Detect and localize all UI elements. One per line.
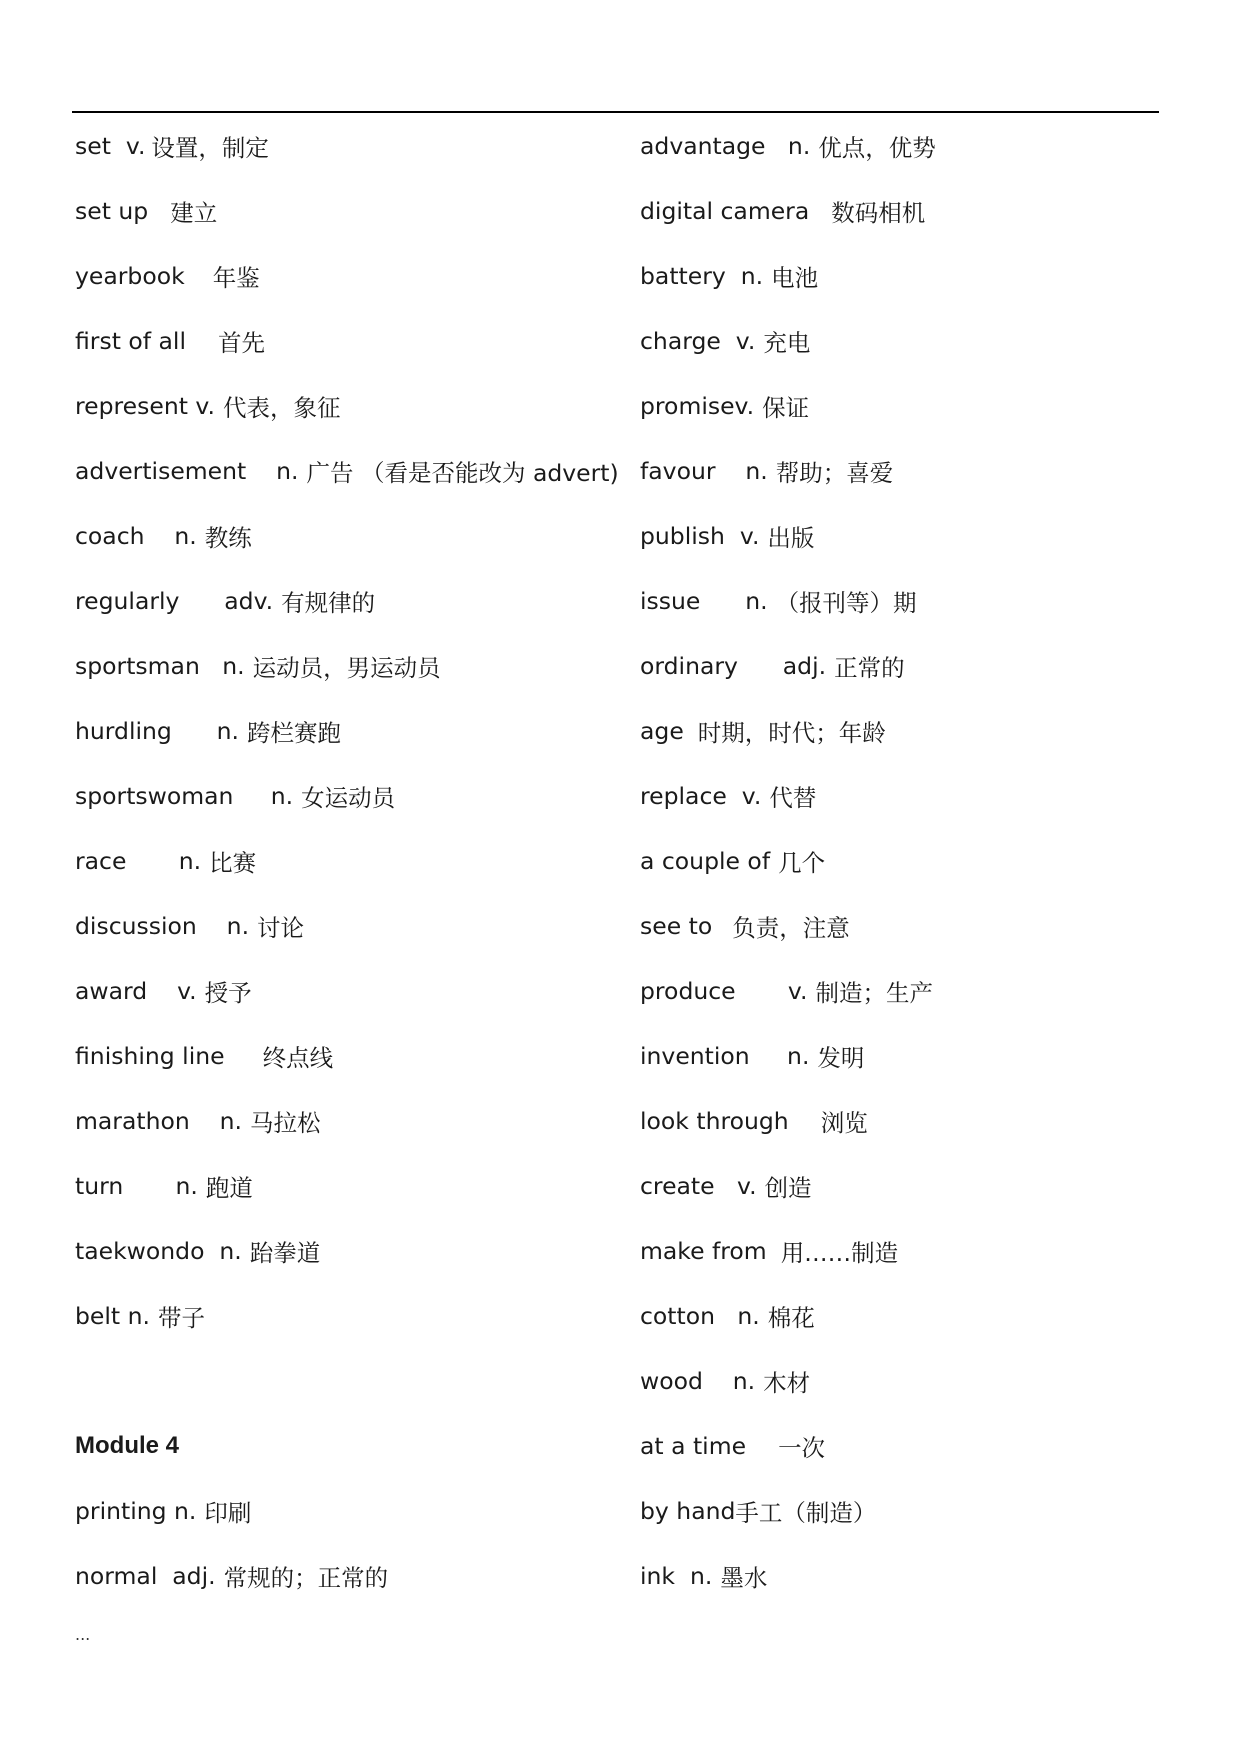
vocab-term: turn n. xyxy=(75,1171,198,1200)
vocab-definition: 负责，注意 xyxy=(732,913,850,942)
vocab-definition: 跆拳道 xyxy=(249,1238,321,1267)
vocab-entry xyxy=(75,568,615,633)
vocab-definition: 女运动员 xyxy=(301,783,396,812)
module-heading: Module 4 xyxy=(75,1431,180,1459)
vocab-entry xyxy=(75,633,615,698)
vocab-entry xyxy=(640,633,1200,698)
vocab-definition: 首先 xyxy=(217,328,265,357)
vocab-definition: 马拉松 xyxy=(249,1108,321,1137)
vocab-term: coach n. xyxy=(75,521,197,550)
vocab-term: finishing line xyxy=(75,1041,225,1070)
vocab-entry xyxy=(640,1088,1200,1153)
vocab-entry xyxy=(75,893,615,958)
vocab-definition: 跨栏赛跑 xyxy=(247,718,342,747)
vocab-definition: 墨水 xyxy=(720,1563,768,1592)
vocab-entry xyxy=(640,1348,1200,1413)
vocab-definition: 手工（制造） xyxy=(735,1498,877,1527)
vocab-term: replace v. xyxy=(640,781,762,810)
vocab-definition: 跑道 xyxy=(205,1173,253,1202)
vocab-definition: 授予 xyxy=(204,978,252,1007)
vocab-entry xyxy=(640,373,1200,438)
vocab-entry xyxy=(640,113,1200,178)
vocab-definition: 讨论 xyxy=(257,913,305,942)
vocab-term: favour n. xyxy=(640,456,768,485)
vocab-term: produce v. xyxy=(640,976,808,1005)
vocab-entry xyxy=(75,763,615,828)
vocab-entry xyxy=(640,958,1200,1023)
continuation-ellipsis: ... xyxy=(75,1625,91,1644)
vocab-term: discussion n. xyxy=(75,911,250,940)
vocab-entry xyxy=(640,1218,1200,1283)
vocab-definition: 教练 xyxy=(204,523,252,552)
vocab-definition: 充电 xyxy=(763,328,811,357)
vocab-definition: 用……制造 xyxy=(780,1238,899,1267)
vocab-entry xyxy=(640,243,1200,308)
vocab-definition: 年鉴 xyxy=(212,263,260,292)
vocab-entry xyxy=(75,1283,615,1348)
vocab-term: digital camera xyxy=(640,196,810,225)
vocab-term: regularly adv. xyxy=(75,586,274,615)
vocab-term: see to xyxy=(640,911,713,940)
vocab-entry xyxy=(75,178,615,243)
vocab-entry xyxy=(75,438,619,503)
vocab-definition: 保证 xyxy=(762,393,810,422)
vocab-definition: 浏览 xyxy=(820,1108,868,1137)
vocab-definition: 棉花 xyxy=(767,1303,815,1332)
vocab-definition: 发明 xyxy=(817,1043,865,1072)
vocab-definition: 常规的；正常的 xyxy=(223,1563,389,1592)
vocab-entry xyxy=(75,1543,615,1608)
vocab-definition: 优点，优势 xyxy=(818,133,936,162)
vocab-entry xyxy=(640,763,1200,828)
vocab-definition: 设置，制定 xyxy=(151,133,269,162)
vocab-definition: 创造 xyxy=(764,1173,812,1202)
vocab-entry xyxy=(75,243,615,308)
vocab-term: taekwondo n. xyxy=(75,1236,242,1265)
vocab-term: ink n. xyxy=(640,1561,713,1590)
vocab-entry xyxy=(640,308,1200,373)
vocab-entry xyxy=(640,698,1200,763)
vocab-term: yearbook xyxy=(75,261,185,290)
vocab-term: ordinary adj. xyxy=(640,651,827,680)
vocab-term: set v. xyxy=(75,131,146,160)
vocab-entry xyxy=(640,1283,1200,1348)
vocab-entry xyxy=(640,503,1200,568)
vocab-entry xyxy=(75,1218,615,1283)
vocab-term: sportswoman n. xyxy=(75,781,294,810)
vocab-term: sportsman n. xyxy=(75,651,245,680)
vocab-entry xyxy=(75,698,615,763)
vocab-term: marathon n. xyxy=(75,1106,242,1135)
vocab-entry xyxy=(75,1478,615,1543)
vocab-term: issue n. xyxy=(640,586,768,615)
vocab-entry xyxy=(640,1153,1200,1218)
vocab-term: battery n. xyxy=(640,261,764,290)
vocab-entry xyxy=(640,568,1200,633)
vocab-term: publish v. xyxy=(640,521,760,550)
vocab-entry xyxy=(640,893,1200,958)
vocab-entry xyxy=(640,828,1200,893)
vocab-entry xyxy=(75,958,615,1023)
vocab-term: charge v. xyxy=(640,326,756,355)
vocab-term: set up xyxy=(75,196,149,225)
vocab-term: promisev. xyxy=(640,391,755,420)
vocab-entry xyxy=(75,1153,615,1218)
blank-row xyxy=(75,1348,615,1413)
vocab-entry xyxy=(75,828,615,893)
vocab-entry xyxy=(640,178,1200,243)
vocab-entry xyxy=(75,113,615,178)
vocab-definition: 几个 xyxy=(778,848,826,877)
vocab-definition: 代表，象征 xyxy=(222,393,341,422)
vocab-definition: 运动员，男运动员 xyxy=(252,653,441,682)
vocab-definition: 印刷 xyxy=(204,1498,252,1527)
vocab-definition: 带子 xyxy=(157,1303,205,1332)
vocab-term: age xyxy=(640,716,684,745)
vocab-term: advertisement n. xyxy=(75,456,299,485)
vocab-entry xyxy=(75,1023,615,1088)
vocab-definition: 电池 xyxy=(771,263,819,292)
vocab-definition: 广告 （看是否能改为 advert) xyxy=(306,458,619,487)
vocab-entry xyxy=(75,503,615,568)
vocab-term: represent v. xyxy=(75,391,215,420)
vocab-definition: 正常的 xyxy=(834,653,905,682)
left-vocab-column xyxy=(75,113,619,1608)
vocab-definition: 帮助；喜爱 xyxy=(775,458,894,487)
vocab-term: by hand xyxy=(640,1496,736,1525)
vocab-entry xyxy=(640,1478,1200,1543)
vocab-term: create v. xyxy=(640,1171,757,1200)
vocab-entry xyxy=(640,1023,1200,1088)
vocab-term: first of all xyxy=(75,326,186,355)
vocab-entry xyxy=(640,438,1200,503)
vocab-definition: 木材 xyxy=(763,1368,811,1397)
vocab-term: wood n. xyxy=(640,1366,756,1395)
vocab-term: advantage n. xyxy=(640,131,811,160)
vocab-definition: 有规律的 xyxy=(281,588,376,617)
vocab-definition: 建立 xyxy=(170,198,218,227)
vocab-definition: 制造；生产 xyxy=(815,978,933,1007)
vocab-term: look through xyxy=(640,1106,789,1135)
vocab-term: race n. xyxy=(75,846,202,875)
vocab-definition: 一次 xyxy=(778,1433,826,1462)
vocab-definition: 数码相机 xyxy=(831,198,926,227)
vocab-definition: 比赛 xyxy=(209,848,257,877)
vocab-term: invention n. xyxy=(640,1041,810,1070)
vocab-term: printing n. xyxy=(75,1496,197,1525)
right-vocab-column xyxy=(640,113,1200,1608)
vocab-term: hurdling n. xyxy=(75,716,240,745)
vocab-entry xyxy=(75,1088,615,1153)
vocab-term: at a time xyxy=(640,1431,747,1460)
vocab-definition: （报刊等）期 xyxy=(775,588,917,617)
vocab-term: make from xyxy=(640,1236,767,1265)
vocab-entry xyxy=(75,308,615,373)
vocab-term: cotton n. xyxy=(640,1301,760,1330)
vocab-entry xyxy=(75,373,615,438)
vocab-definition: 终点线 xyxy=(262,1043,334,1072)
vocab-definition: 出版 xyxy=(767,523,815,552)
vocab-term: normal adj. xyxy=(75,1561,216,1590)
vocab-term: award v. xyxy=(75,976,197,1005)
vocab-entry xyxy=(640,1543,1200,1608)
vocab-term: a couple of xyxy=(640,846,771,875)
vocab-definition: 代替 xyxy=(769,783,817,812)
vocab-definition: 时期，时代；年龄 xyxy=(697,718,886,747)
vocab-entry xyxy=(640,1413,1200,1478)
vocab-term: belt n. xyxy=(75,1301,150,1330)
